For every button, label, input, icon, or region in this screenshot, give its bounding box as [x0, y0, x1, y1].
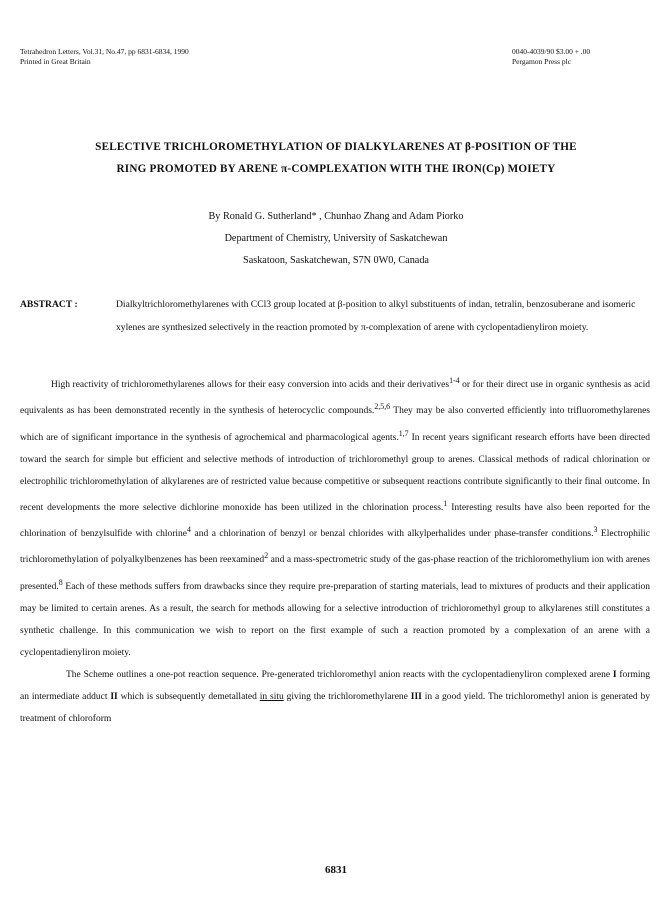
citation-ref: 3	[593, 525, 598, 535]
citation-ref: 1-4	[449, 376, 460, 385]
text-run: and a mass-spectrometric study of the gas-phase reaction of the trichloromethylium ion with arenes presented.	[20, 555, 650, 592]
publisher-line: Pergamon Press plc	[512, 57, 572, 66]
page-number: 6831	[325, 864, 347, 876]
citation-ref: 2,5,6	[374, 402, 391, 412]
text-run: Electrophilic trichloromethylation of polyalkylbenzenes has been reexamined	[20, 529, 650, 566]
abstract	[20, 294, 640, 339]
paragraph-2	[20, 664, 650, 730]
text-run: In recent years significant research efforts have been directed toward the search for simple but efficient and selective methods of introduction of trichloromethyl group to arenes. Classical methods of radical chlorination or electrophilic trichloromethylation of alkylarenes are of restricted value because competitive or subsequent reactions contribute significantly to their final outcome. In recent developments the more selective dichlorine monoxide has been utilized in the chlorination process.	[20, 432, 650, 514]
abstract-text: Dialkyltrichloromethylarenes with CCl3 group located at β-position to alkyl substituents of indan, tetralin, benzosuberane and isomeric xylenes are synthesized selectively in the reaction promoted by π-complexation of arene with cyclopentadienyliron moiety.	[116, 299, 636, 333]
text-run: or for their direct use in organic synthesis as acid equivalents as has been demonstrated recently in the synthesis of heterocyclic compounds.	[20, 380, 650, 417]
abstract-label: ABSTRACT :	[20, 299, 78, 310]
text-run: Interesting results have also been reported for the chlorination of benzylsulfide with chlorine	[20, 503, 651, 540]
citation-ref: 2	[264, 551, 269, 561]
text-run: Each of these methods suffers from drawbacks since they require pre-preparation of starting materials, lead to mixtures of products and their application may be limited to certain arenes. As a result, the search for methods allowing for a selective introduction of trichloromethyl group to alkylarenes still constitutes a synthetic challenge. In this communication we wish to report on the first example of such a reaction promoted by a complexation of an arene with a cyclopentadienyliron moiety.	[20, 581, 650, 659]
compound-label: II	[110, 692, 118, 703]
affiliation-department: Department of Chemistry, University of Saskatchewan	[224, 233, 448, 244]
journal-citation	[20, 47, 189, 67]
text-run: which is subsequently demetallated	[117, 692, 260, 703]
paragraph-1	[20, 370, 650, 664]
text-run: in a good yield. The trichloromethyl anion is generated by treatment of chloroform	[20, 692, 650, 725]
compound-label: I	[612, 670, 617, 681]
title-line-2: RING PROMOTED BY ARENE π-COMPLEXATION WITH THE IRON(Cp) MOIETY	[116, 163, 556, 175]
text-run: and a chlorination of benzyl or benzal chlorides with alkylperhalides under phase-transfer conditions.	[190, 529, 594, 540]
text-run: The Scheme outlines a one-pot reaction sequence. Pre-generated trichloromethyl anion reacts with the cyclopentadienyliron complexed arene	[66, 670, 613, 681]
printed-in-line: Printed in Great Britain	[20, 57, 91, 66]
paper-title	[20, 136, 652, 180]
author-block	[20, 206, 652, 272]
citation-ref: 1,7	[398, 428, 409, 438]
citation-ref: 4	[187, 525, 191, 535]
text-run: They may be also converted efficiently into trifluoromethylarenes which are of significant importance in the synthesis of agrochemical and pharmacological agents.	[20, 406, 650, 443]
text-run: forming an intermediate adduct	[20, 670, 650, 703]
body-text	[20, 370, 650, 731]
compound-label: III	[410, 692, 422, 703]
citation-ref: 8	[58, 577, 63, 587]
citation-line: Tetrahedron Letters, Vol.31, No.47, pp 6831-6834, 1990	[20, 47, 189, 56]
citation-ref: 1	[443, 498, 448, 508]
text-run: giving the trichloromethylarene	[283, 692, 411, 703]
emphasis-text: in situ	[259, 692, 284, 703]
text-run: High reactivity of trichloromethylarenes allows for their easy conversion into acids and their derivatives	[51, 380, 450, 391]
affiliation-address: Saskatoon, Saskatchewan, S7N 0W0, Canada	[243, 255, 429, 266]
author-names: By Ronald G. Sutherland* , Chunhao Zhang and Adam Piorko	[208, 211, 464, 222]
title-line-1: SELECTIVE TRICHLOROMETHYLATION OF DIALKYLARENES AT β-POSITION OF THE	[95, 141, 577, 153]
issn-price-line: 0040-4039/90 $3.00 + .00	[512, 47, 591, 56]
issn-block	[512, 47, 590, 67]
